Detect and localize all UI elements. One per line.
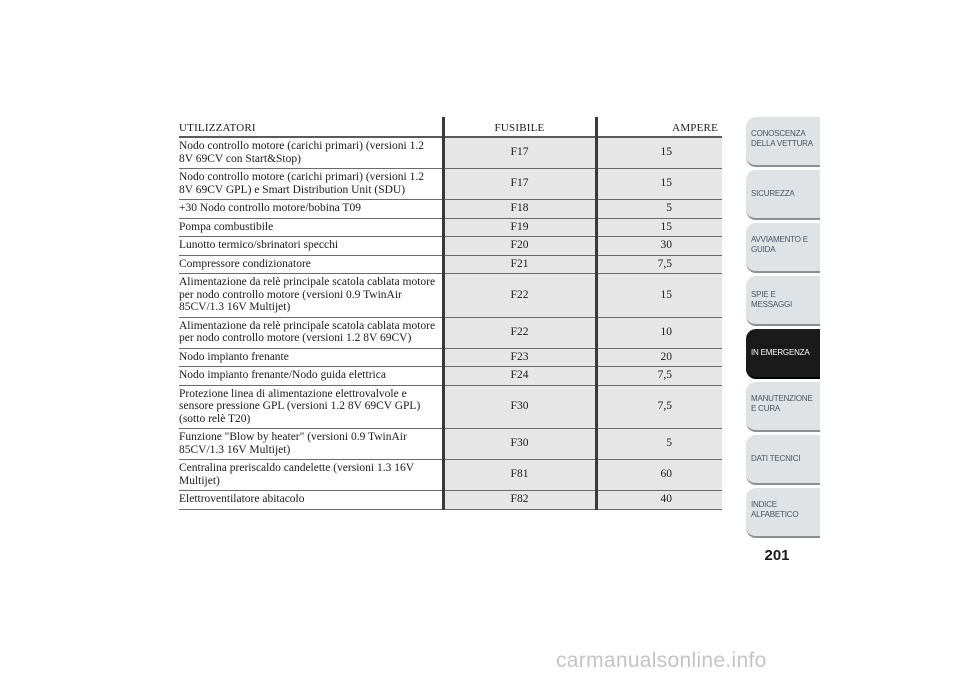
page-number: 201	[764, 547, 790, 564]
consumer-cell: Nodo controllo motore (carichi primari) (versioni 1.2 8V 69CV con Start&Stop)	[179, 137, 443, 169]
table-row	[179, 255, 722, 274]
tab-label: IN EMERGENZA	[751, 348, 810, 357]
tab-in-emergenza[interactable]	[746, 329, 820, 379]
chapter-tabs	[746, 117, 820, 541]
ampere-cell: 5	[596, 429, 722, 460]
consumer-cell: Elettroventilatore abitacolo	[179, 491, 443, 510]
ampere-cell: 30	[596, 237, 722, 256]
fuse-cell: F22	[443, 274, 596, 318]
ampere-cell: 15	[596, 218, 722, 237]
ampere-cell: 7,5	[596, 367, 722, 386]
table-header-row	[179, 117, 722, 137]
tab-dati-tecnici[interactable]	[746, 435, 820, 485]
fuse-cell: F30	[443, 429, 596, 460]
tab-manutenzione-e-cura[interactable]	[746, 382, 820, 432]
fuse-cell: F24	[443, 367, 596, 386]
fuse-cell: F21	[443, 255, 596, 274]
fuse-cell: F20	[443, 237, 596, 256]
tab-spie-e-messaggi[interactable]	[746, 276, 820, 326]
tab-label: SICUREZZA	[751, 189, 795, 198]
consumer-cell: Protezione linea di alimentazione elettrovalvole e sensore pressione GPL (versioni 1.2 8V 69CV GPL) (sotto relè T20)	[179, 385, 443, 429]
fuse-cell: F82	[443, 491, 596, 510]
ampere-cell: 7,5	[596, 255, 722, 274]
header-ampere: AMPERE	[596, 117, 722, 137]
fuse-cell: F81	[443, 460, 596, 491]
table-row	[179, 460, 722, 491]
ampere-cell: 15	[596, 169, 722, 200]
consumer-cell: Centralina preriscaldo candelette (versioni 1.3 16V Multijet)	[179, 460, 443, 491]
consumer-cell: Nodo controllo motore (carichi primari) (versioni 1.2 8V 69CV GPL) e Smart Distribution Unit (SDU)	[179, 169, 443, 200]
tab-conoscenza-della-vettura[interactable]	[746, 117, 820, 167]
header-utilizzatori: UTILIZZATORI	[179, 117, 443, 137]
consumer-cell: Nodo impianto frenante/Nodo guida elettrica	[179, 367, 443, 386]
ampere-cell: 15	[596, 274, 722, 318]
tab-avviamento-e-guida[interactable]	[746, 223, 820, 273]
table-row	[179, 137, 722, 169]
tab-label: INDICE ALFABETICO	[751, 500, 799, 519]
consumer-cell: Alimentazione da relè principale scatola cablata motore per nodo controllo motore (versioni 1.2 8V 69CV)	[179, 317, 443, 348]
ampere-cell: 7,5	[596, 385, 722, 429]
table-row	[179, 218, 722, 237]
consumer-cell: Nodo impianto frenante	[179, 348, 443, 367]
ampere-cell: 40	[596, 491, 722, 510]
fuse-cell: F30	[443, 385, 596, 429]
consumer-cell: Pompa combustibile	[179, 218, 443, 237]
watermark: carmanualsonline.info	[556, 649, 767, 672]
fuse-cell: F22	[443, 317, 596, 348]
table-row	[179, 429, 722, 460]
fuse-cell: F17	[443, 169, 596, 200]
table-row	[179, 200, 722, 219]
ampere-cell: 5	[596, 200, 722, 219]
tab-label: CONOSCENZA DELLA VETTURA	[751, 129, 813, 148]
table-row	[179, 367, 722, 386]
tab-label: DATI TECNICI	[751, 454, 801, 463]
tab-label: MANUTENZIONE E CURA	[751, 394, 813, 413]
consumer-cell: Lunotto termico/sbrinatori specchi	[179, 237, 443, 256]
tab-sicurezza[interactable]	[746, 170, 820, 220]
tab-label: AVVIAMENTO E GUIDA	[751, 235, 808, 254]
tab-indice-alfabetico[interactable]	[746, 488, 820, 538]
table-row	[179, 348, 722, 367]
table-body	[179, 137, 722, 509]
consumer-cell: Alimentazione da relè principale scatola cablata motore per nodo controllo motore (versioni 0.9 TwinAir 85CV/1.3 16V Multijet)	[179, 274, 443, 318]
fuse-table	[179, 117, 722, 510]
fuse-cell: F19	[443, 218, 596, 237]
ampere-cell: 10	[596, 317, 722, 348]
table-row	[179, 491, 722, 510]
ampere-cell: 20	[596, 348, 722, 367]
consumer-cell: +30 Nodo controllo motore/bobina T09	[179, 200, 443, 219]
fuse-cell: F18	[443, 200, 596, 219]
tab-label: SPIE E MESSAGGI	[751, 290, 793, 309]
ampere-cell: 15	[596, 137, 722, 169]
table-row	[179, 274, 722, 318]
fuse-cell: F17	[443, 137, 596, 169]
ampere-cell: 60	[596, 460, 722, 491]
table-row	[179, 237, 722, 256]
consumer-cell: Compressore condizionatore	[179, 255, 443, 274]
table-row	[179, 317, 722, 348]
table-row	[179, 169, 722, 200]
consumer-cell: Funzione "Blow by heater" (versioni 0.9 TwinAir 85CV/1.3 16V Multijet)	[179, 429, 443, 460]
fuse-cell: F23	[443, 348, 596, 367]
table-row	[179, 385, 722, 429]
header-fusibile: FUSIBILE	[443, 117, 596, 137]
